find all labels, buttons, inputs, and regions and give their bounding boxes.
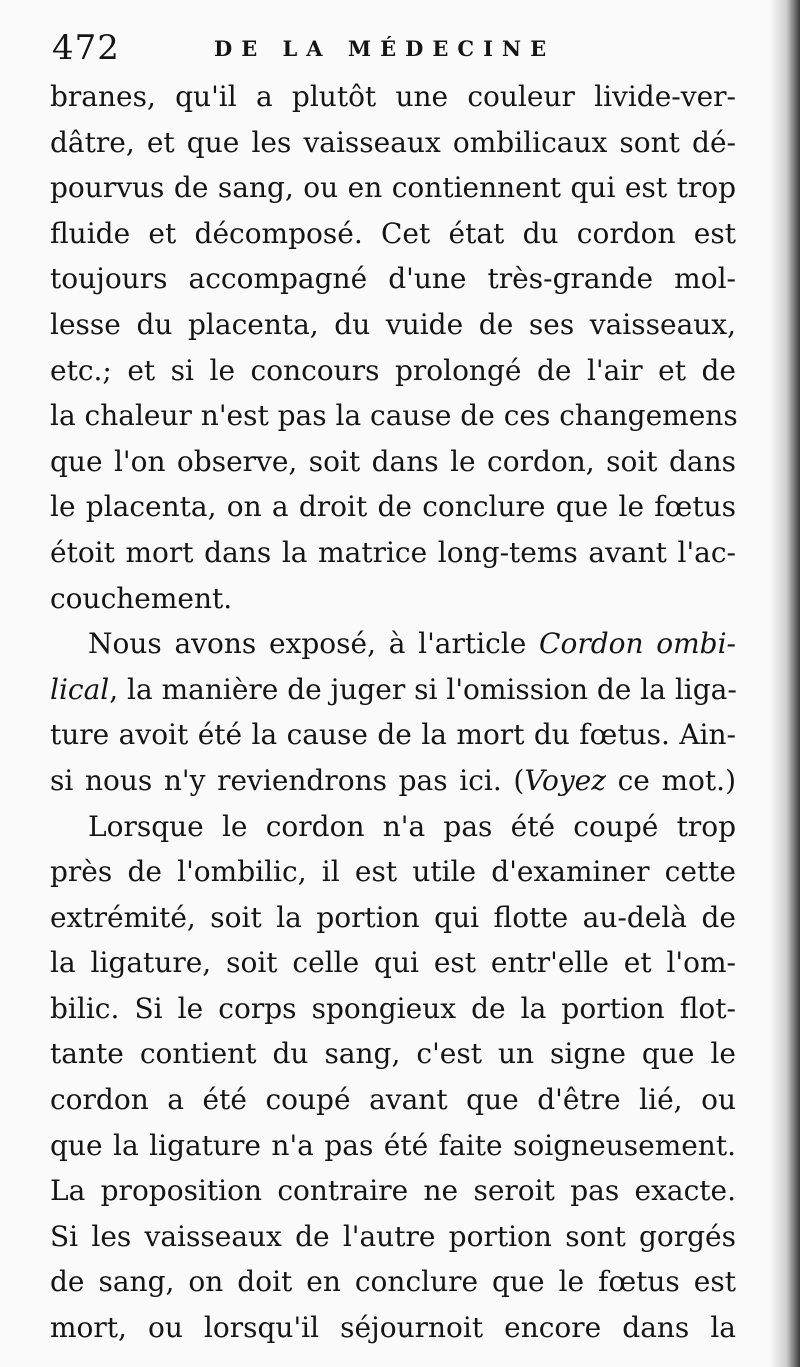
text-line: le placenta, on a droit de conclure que le fœtus (50, 490, 736, 524)
text-line: étoit mort dans la matrice long-tems avant l'ac- (50, 535, 736, 569)
italic-term: Voyez (524, 763, 606, 797)
text-line: Si les vaisseaux de l'autre portion sont gorgés (50, 1219, 736, 1253)
page-number: 472 (52, 28, 120, 68)
text-line: fluide et décomposé. Cet état du cordon est (50, 216, 736, 250)
text-line (50, 621, 736, 667)
text-line: près de l'ombilic, il est utile d'examiner cette (50, 855, 736, 889)
text-line: branes, qu'il a plutôt une couleur livide-ver- (50, 80, 736, 113)
page-header (52, 22, 742, 72)
text-run: , la manière de juger si l'omission de la liga- (109, 672, 737, 706)
text-line: toujours accompagné d'une très-grande mol- (50, 262, 736, 296)
text-line: extrémité, soit la portion qui flotte au-delà de (50, 900, 736, 934)
text-line: couchement. (50, 581, 233, 615)
text-run: Nous avons exposé, à l'article (88, 627, 540, 661)
text-run: ce mot.) (605, 763, 736, 797)
italic-term: lical (50, 672, 110, 706)
text-line (50, 758, 736, 804)
text-line: etc.; et si le concours prolongé de l'air et de (50, 353, 736, 387)
text-line: bilic. Si le corps spongieux de la portion flot- (50, 991, 736, 1025)
text-line: lesse du placenta, du vuide de ses vaisseaux, (50, 307, 736, 341)
text-line (50, 667, 736, 713)
text-line: La proposition contraire ne seroit pas exacte. (50, 1174, 736, 1208)
text-line: la ligature, soit celle qui est entr'elle et l'om- (50, 946, 736, 980)
text-line: de sang, on doit en conclure que le fœtus est (50, 1265, 736, 1299)
page-edge-shadow (770, 0, 800, 1367)
text-line: que l'on observe, soit dans le cordon, soit dans (50, 444, 736, 478)
text-line: mort, ou lorsqu'il séjournoit encore dans la (50, 1311, 736, 1345)
italic-term: Cordon ombi- (539, 627, 736, 661)
text-run: si nous n'y reviendrons pas ici. ( (50, 763, 525, 797)
text-line: pourvus de sang, ou en contiennent qui est trop (50, 171, 736, 205)
text-line: tante contient du sang, c'est un signe que le (50, 1037, 736, 1071)
text-line: ture avoit été la cause de la mort du fœtus. Ain- (50, 718, 736, 752)
text-line: la chaleur n'est pas la cause de ces changemens (50, 399, 738, 433)
text-line: que la ligature n'a pas été faite soigneusement. (50, 1128, 736, 1162)
text-line: Lorsque le cordon n'a pas été coupé trop (88, 809, 736, 843)
running-head: DE LA MÉDECINE (214, 36, 556, 61)
text-line: cordon a été coupé avant que d'être lié, ou (50, 1083, 736, 1117)
text-line: dâtre, et que les vaisseaux ombilicaux sont dé- (50, 125, 736, 159)
body-text (50, 74, 736, 1351)
